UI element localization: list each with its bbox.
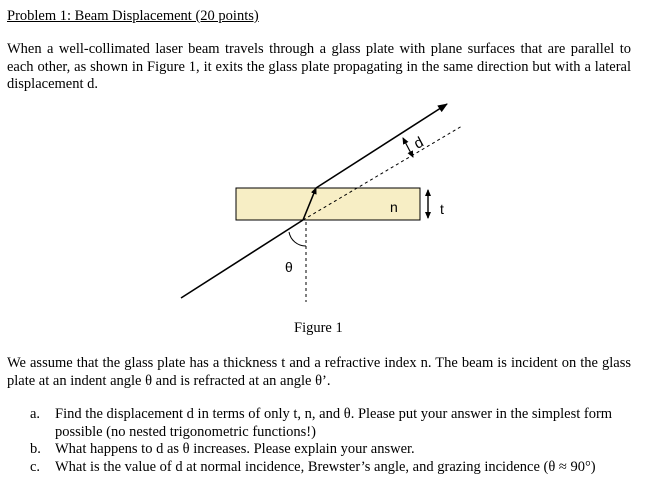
label-t: t [440,201,444,217]
assumption-paragraph: We assume that the glass plate has a thickness t and a refractive index n. The beam is incident on the glass plate at an indent angle θ and is refracted at an angle θ’. [7,355,631,389]
figure-caption: Figure 1 [294,320,343,336]
displacement-arrow [403,138,413,157]
question-text: What is the value of d at normal incidence, Brewster’s angle, and grazing incidence (θ ≈ 90°) [55,458,596,475]
question-text: What happens to d as θ increases. Please explain your answer. [55,441,415,457]
question-list [30,406,635,476]
question-letter: a. [30,406,41,422]
question-text: Find the displacement d in terms of only t, n, and θ. Please put your answer in the simplest form possible (no nested trigonometric functions!) [55,406,613,440]
question-item [30,406,635,441]
question-letter: b. [30,441,41,457]
label-theta: θ [285,259,293,275]
label-n: n [390,199,398,215]
theta-arc [289,232,306,246]
problem-title: Problem 1: Beam Displacement (20 points) [7,8,259,24]
label-d: d [411,133,427,153]
intro-paragraph: When a well-collimated laser beam travels through a glass plate with plane surfaces that are parallel to each other, as shown in Figure 1, it exits the glass plate propagating in the same direction but with a lateral displacement d. [7,41,631,92]
question-item [30,459,635,477]
question-item [30,441,635,459]
question-letter: c. [30,458,41,475]
